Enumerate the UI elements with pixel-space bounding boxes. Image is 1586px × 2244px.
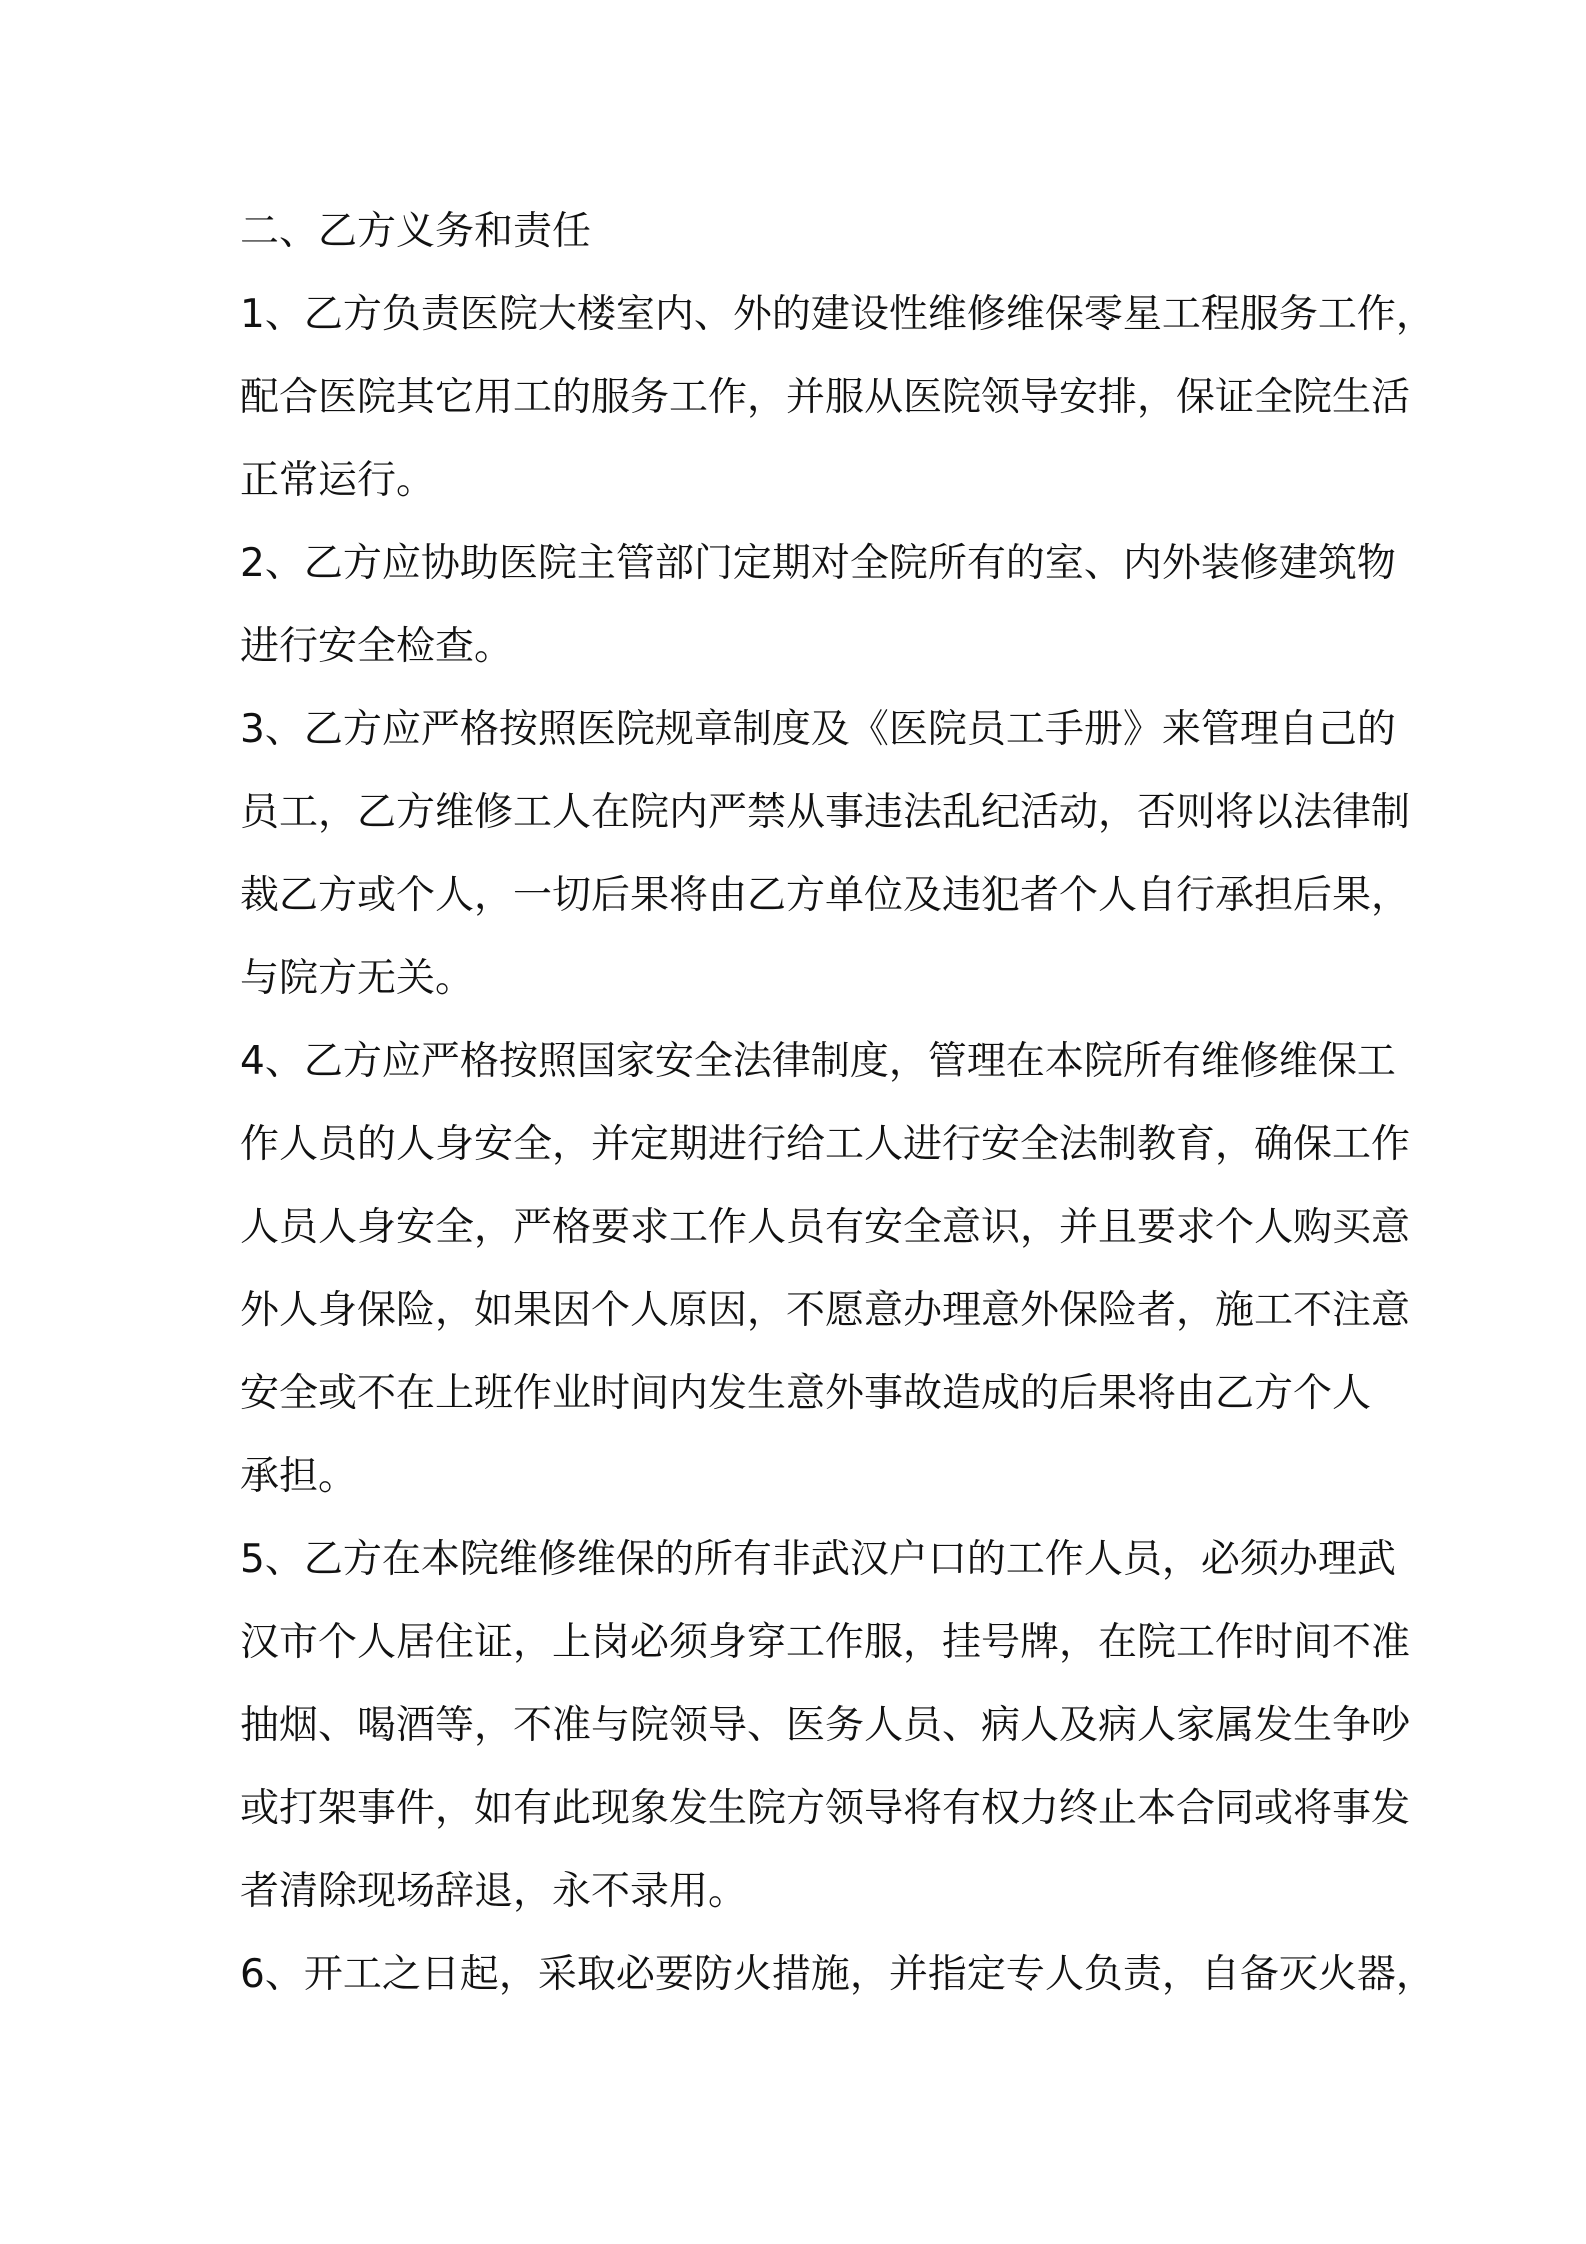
clause-line: 员工，乙方维修工人在院内严禁从事违法乱纪活动，否则将以法律制 (240, 790, 1411, 835)
clause-line: 承担。 (240, 1454, 358, 1499)
clause-line: 正常运行。 (240, 458, 436, 503)
clause-line: 或打架事件，如有此现象发生院方领导将有权力终止本合同或将事发 (240, 1786, 1411, 1831)
clause-2 (240, 522, 1396, 688)
clause-line: 抽烟、喝酒等，不准与院领导、医务人员、病人及病人家属发生争吵 (240, 1703, 1411, 1748)
section-title: 二、乙方义务和责任 (240, 209, 592, 254)
clause-line: 3、乙方应严格按照医院规章制度及《医院员工手册》来管理自己的 (240, 707, 1396, 752)
clause-4 (240, 1020, 1411, 1518)
clause-line: 配合医院其它用工的服务工作，并服从医院领导安排，保证全院生活 (240, 375, 1411, 420)
clause-line: 5、乙方在本院维修维保的所有非武汉户口的工作人员，必须办理武 (240, 1537, 1396, 1582)
clause-line: 裁乙方或个人，一切后果将由乙方单位及违犯者个人自行承担后果， (240, 873, 1411, 918)
clause-line: 者清除现场辞退，永不录用。 (240, 1869, 748, 1914)
clause-line: 与院方无关。 (240, 956, 475, 1001)
clause-5 (240, 1518, 1411, 1933)
clause-3 (240, 688, 1411, 1020)
clause-line: 外人身保险，如果因个人原因，不愿意办理意外保险者，施工不注意 (240, 1288, 1411, 1333)
clause-line: 进行安全检查。 (240, 624, 514, 669)
clause-1 (240, 273, 1435, 522)
clause-line: 2、乙方应协助医院主管部门定期对全院所有的室、内外装修建筑物 (240, 541, 1396, 586)
clause-line: 人员人身安全，严格要求工作人员有安全意识，并且要求个人购买意 (240, 1205, 1411, 1250)
clause-6 (240, 1933, 1435, 2016)
clause-line: 汉市个人居住证，上岗必须身穿工作服，挂号牌，在院工作时间不准 (240, 1620, 1411, 1665)
clause-line: 6、开工之日起，采取必要防火措施，并指定专人负责，自备灭火器， (240, 1952, 1435, 1997)
clause-line: 作人员的人身安全，并定期进行给工人进行安全法制教育，确保工作 (240, 1122, 1411, 1167)
clause-line: 安全或不在上班作业时间内发生意外事故造成的后果将由乙方个人 (240, 1371, 1372, 1416)
clause-line: 1、乙方负责医院大楼室内、外的建设性维修维保零星工程服务工作， (240, 292, 1435, 337)
clause-line: 4、乙方应严格按照国家安全法律制度，管理在本院所有维修维保工 (240, 1039, 1396, 1084)
